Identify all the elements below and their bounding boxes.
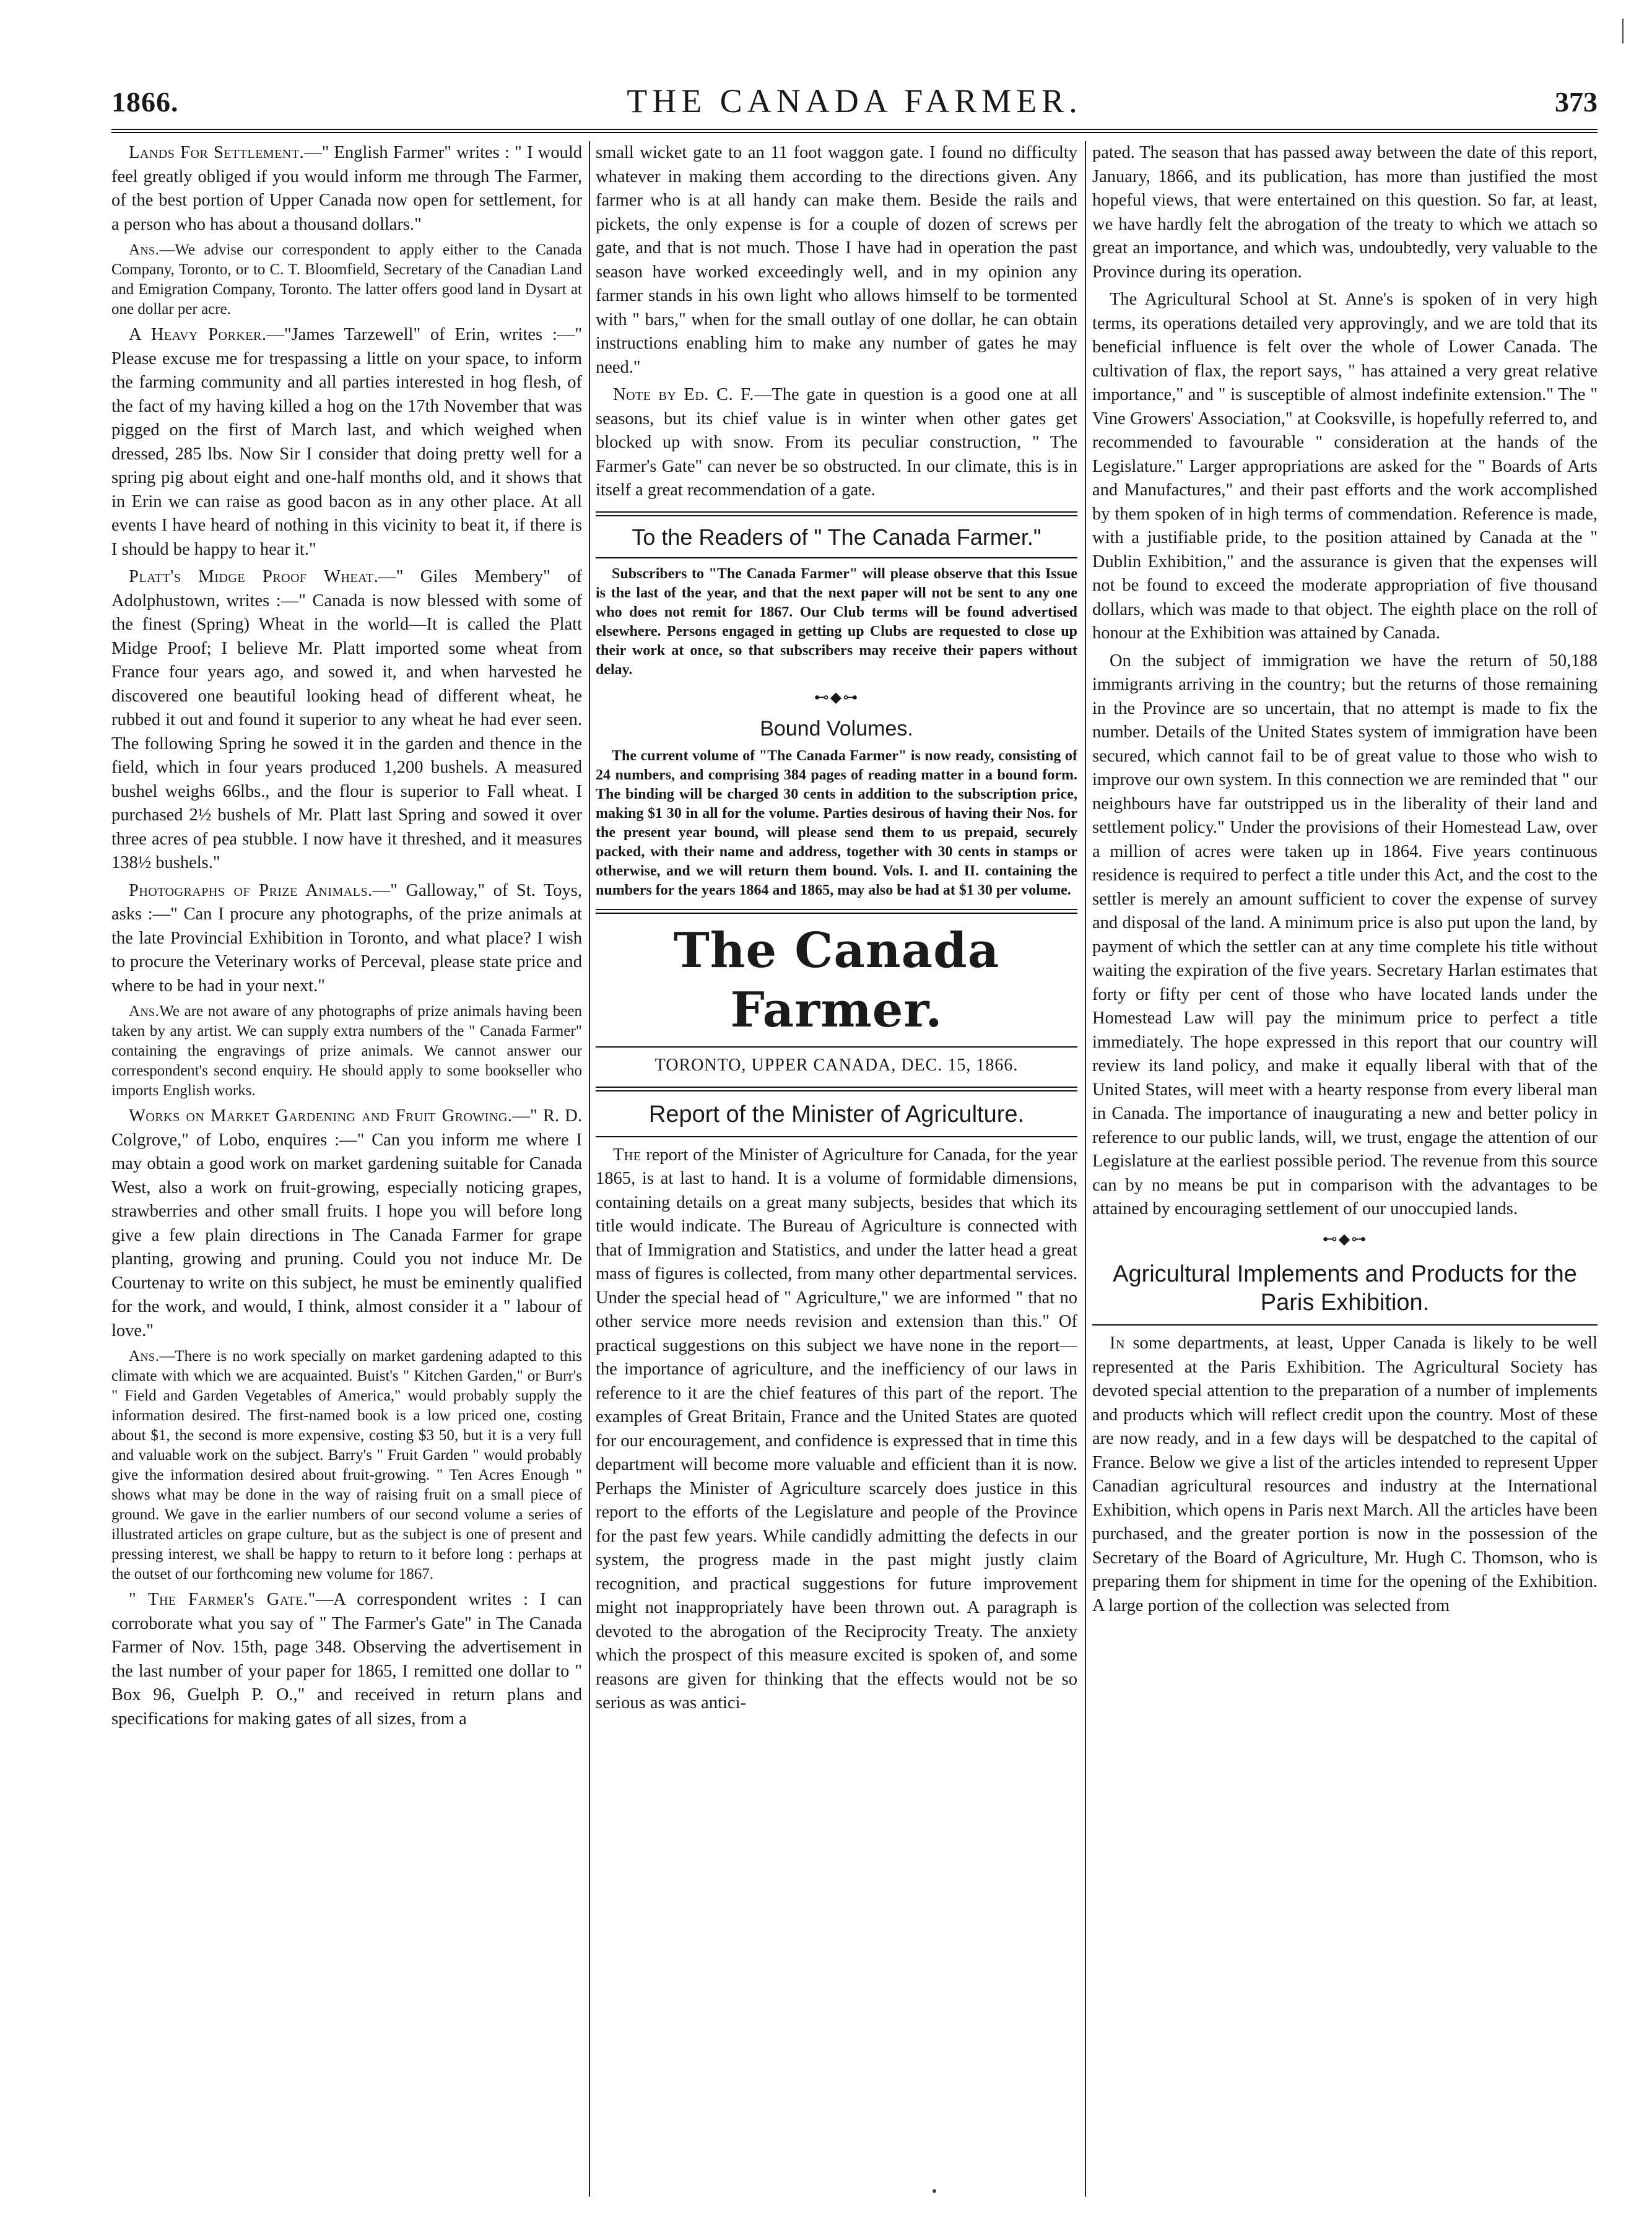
report-paragraph: The Agricultural School at St. Anne's is spoken of in very high terms, its operations detailed very approvingly, and we are told that its beneficial influence is felt over the whole of Lower Canada. The cultivation of flax, the report says, " has attained a very great relative importance," and " is susceptible of almost indefinite extension." The " Vine Growers' Association," at Cooksville, is hopefully referred to, and recommended to favourable " consideration at the hands of the Legislature." Larger appropriations are asked for the " Boards of Arts and Manufactures," and their past efforts and the work accomplished by them spoken of in high terms of commendation. Reference is made, with a justifiable pride, to the position attained by Canada at the " Dublin Exhibition," and the assurance is given that the expenses will not be found to exceed the moderate appropriation of five thousand dollars, which was made to that object. The eighth place on the roll of honour at the Exhibition was attained by Canada. — [1092, 290, 1598, 643]
item-text: —There is no work specially on market gardening adapted to this climate with which we are acquainted. Buist's " Kitchen Garden," or Burr's " Field and Garden Vegetables of America," would probably supply the information desired. The first-named book is a low priced one, costing about $1, the second is more expensive, costing $3 50, but it is a very full and valuable work on the subject. Barry's " Fruit Garden " would probably give the information desired about fruit-growing. " Ten Acres Enough " shows what may be done in the way of raising fruit on a small piece of ground. We gave in the earlier numbers of our second volume a series of illustrated articles on grape culture, but as the subject is one of present and pressing interest, we shall be happy to return to it before long : perhaps at the outset of our forthcoming new volume for 1867. — [111, 1348, 582, 1582]
item-text: —" English Farmer" writes : " I would feel greatly obliged if you would inform me through The Farmer, of the best portion of Upper Canada now open for settlement, for a person who has about a thousand dollars." — [111, 143, 582, 234]
bound-volumes-text: The current volume of "The Canada Farmer" is now ready, consisting of 24 numbers, and comprising 384 pages of reading matter in a bound form. The binding will be charged 30 cents in addition to the subscription price, making $1 30 in all for the volume. Parties desirous of having their Nos. for the present year bound, will please send them to us prepaid, securely packed, with their name and address, together with 30 cents in stamps or otherwise, and we will return them bound. Vols. I. and II. containing the numbers for the years 1864 and 1865, may also be had at $1 30 per volume. — [596, 748, 1077, 898]
column-report-continued — [1092, 141, 1598, 2197]
paris-lead: In — [1110, 1334, 1125, 1353]
item-text: —" Giles Membery" of Adolphustown, writes :—" Canada is now blessed with some of the finest (Spring) Wheat in the world—It is called the Platt Midge Proof; I believe Mr. Platt imported some wheat from France four years ago, and sowed it, and when harvested he discovered one beautiful looking head of different wheat, he rubbed it out and found it superior to any wheat he had ever seen. The following Spring he sowed it in the garden and thence in the field, which in four years produced 1,200 bushels. A measured bushel weighs 66lbs., and the flour is superior to Fall wheat. I purchased 2½ bushels of Mr. Platt last Spring and sowed it over three acres of pea stubble. I now have it threshed, and it measures 138½ bushels." — [111, 567, 582, 872]
item-lead: Platt's Midge Proof Wheat. — [129, 567, 379, 586]
item-lead: " The Farmer's Gate." — [129, 1590, 316, 1609]
report-body: report of the Minister of Agriculture for Canada, for the year 1865, is at last to hand. It is a volume of formidable dimensions, containing details on a great many subjects, besides that which its title would indicate. The Bureau of Agriculture is connected with that of Immigration and Statistics, and under the latter head a great mass of figures is collected, from many other departmental services. Under the special head of " Agriculture," we are informed " that no other service more needs revision and extension than this." Of practical suggestions on this subject we have none in the report—the importance of agriculture, and the inefficiency of our laws in reference to it are the chief features of this part of the report. The examples of Great Britain, France and the United States are quoted for our encouragement, and confidence is expressed that in time this department will become more valuable and efficient than it is now. Perhaps the Minister of Agriculture scarcely does justice in this report to the efforts of the Legislature and people of the Province for the past few years. While candidly admitting the defects in our system, the progress made in the past might justly claim recognition, and practical suggestions for future improvement might not inappropriately have been thrown out. A paragraph is devoted to the abrogation of the Reciprocity Treaty. The anxiety which the prospect of this measure excited is spoken of, and some reasons are given for thinking that the effects would not be so serious as was antici- — [596, 1145, 1077, 1712]
item-text: We are not aware of any photographs of prize animals having been taken by any artist. We can supply extra numbers of the " Canada Farmer" containing the engravings of prize animals. We cannot answer our correspondent's second enquiry. He should apply to some bookseller who imports English works. — [111, 1003, 582, 1099]
correspondence-item — [111, 1104, 582, 1343]
masthead-title: The Canada Farmer. — [673, 922, 1000, 1038]
item-lead: Photographs of Prize Animals. — [129, 880, 373, 900]
report-rule — [596, 1136, 1077, 1137]
masthead-rule-top — [596, 909, 1077, 914]
page-number: 373 — [1555, 86, 1598, 118]
item-text: —"James Tarzewell" of Erin, writes :—" Please excuse me for trespassing a little on your space, to inform the farming community and all parties interested in hog flesh, of the fact of my having killed a hog on the 17th November that was pigged on the first of March last, and which weighed when dressed, 285 lbs. Now Sir I consider that doing pretty well for a spring pig about eight and one-half months old, and it shows that in Erin we can raise as good bacon as in any other place. At all events I have heard of nothing in this vicinity to beat it, if there is I should be happy to hear it." — [111, 325, 582, 559]
paris-exhibition-heading: Agricultural Implements and Products for the Paris Exhibition. — [1113, 1261, 1577, 1316]
paris-rule — [1092, 1324, 1598, 1326]
report-text — [596, 1144, 1077, 1716]
paris-body: some departments, at least, Upper Canada is likely to be well represented at the Paris Exhibition. The Agricultural Society has devoted special attention to the preparation of a number of implements and products which will reflect credit upon the country. Most of these are now ready, and in a few days will be despatched to the capital of France. Below we give a list of the articles intended to represent Upper Canadian agricultural resources and industry at the International Exhibition, which opens in Paris next March. All the articles have been purchased, and the greater portion is now in the possession of the Secretary of the Board of Agriculture, Mr. Hugh C. Thomson, who is preparing them for shipment in time for the opening of the Exhibition. A large portion of the collection was selected from — [1092, 1334, 1598, 1615]
notice-text: Subscribers to "The Canada Farmer" will please observe that this Issue is the last of the year, and that the next paper will not be sent to any one who does not remit for 1867. Our Club terms will be found advertised elsewhere. Persons engaged in getting up Clubs are requested to close up their work at once, so that subscribers may receive their papers without delay. — [596, 565, 1077, 678]
item-lead: A Heavy Porker. — [129, 325, 267, 344]
item-lead: Lands For Settlement. — [129, 143, 305, 162]
margin-mark — [1622, 19, 1627, 43]
header-rule — [111, 129, 1598, 133]
continued-text: small wicket gate to an 11 foot waggon gate. I found no difficulty whatever in making them according to the directions given. Any farmer who is at all handy can make them. Beside the rails and pickets, the only expense is for a couple of dozen of screws per gate, and that is not much. Those I have had in operation the past season have worked exceedingly well, and in my opinion any farmer stands in his own light who allows himself to be tormented with " bars," when for the small outlay of one dollar, he can obtain instructions enabling him to make any number of gates he may need." — [596, 143, 1077, 377]
masthead-rule — [596, 1046, 1077, 1048]
page-header — [111, 82, 1598, 131]
report-paragraph: pated. The season that has passed away between the date of this report, January, 1866, and its publication, has more than justified the most hopeful views, that were entertained on this question. So far, at least, we have hardly felt the abrogation of the treaty to which we attach so great an importance, and which was, undoubtedly, very valuable to the Province during its operation. — [1092, 143, 1598, 282]
answer-item — [111, 240, 582, 319]
masthead-rule-bottom — [596, 1087, 1077, 1091]
item-text: —" Galloway," of St. Toys, asks :—" Can I procure any photographs, of the prize animals at the late Provincial Exhibition in Toronto, and what place? I wish to procure the Veterinary works of Perceval, please state price and where to be had in your next." — [111, 880, 582, 996]
page-year: 1866. — [111, 86, 179, 118]
report-heading: Report of the Minister of Agriculture. — [648, 1101, 1025, 1127]
notice-heading: To the Readers of " The Canada Farmer." — [632, 524, 1041, 550]
answer-item — [111, 1347, 582, 1584]
item-text: —A correspondent writes : I can corroborate what you say of " The Farmer's Gate" in The Canada Farmer of Nov. 15th, page 348. Observing the advertisement in the last number of your paper for 1865, I remitted one dollar to " Box 96, Guelph P. O.," and received in return plans and specifications for making gates of all sizes, from a — [111, 1590, 582, 1729]
editor-note — [596, 383, 1077, 503]
column-correspondence — [111, 141, 582, 2197]
item-lead: Ans. — [129, 241, 160, 258]
notice-rule — [596, 557, 1077, 558]
report-lead: The — [613, 1145, 641, 1165]
answer-item — [111, 1002, 582, 1101]
note-lead: Note by Ed. C. F. — [613, 385, 754, 404]
item-text: —We advise our correspondent to apply either to the Canada Company, Toronto, or to C. T. Bloomfield, Secretary of the Canadian Land and Emigration Company, Toronto. The latter offers good land in Dysart at one dollar per acre. — [111, 241, 582, 318]
report-paragraph: On the subject of immigration we have the return of 50,188 immigrants arriving in the country; but the returns of those remaining in the Province are so uncertain, that no attempt is made to fix the number. Details of the United States system of immigration have been secured, which cannot fail to be of great value to those who wish to improve our own system. In this connection we are reminded that " our neighbours have far outstripped us in the liberality of their land and settlement policy." Under the provisions of their Homestead Law, over a million of acres were taken up in 1864. Five years continuous residence is required to perfect a title under this Act, and the cost to the settler is merely an amount sufficient to cover the expense of survey and disposal of the land. A minimum price is also put upon the land, by payment of which the settler can at any time complete his title without waiting the expiration of the five years. Secretary Harlan estimates that forty or fifty per cent of those who have located lands under the Homestead Law will pay the minimum price to perfect a title immediately. The hope expressed in this report that our country will review its land policy, and make it equally liberal with that of the United States, will meet with a hearty response from every liberal man in Canada. The importance of inaugurating a new and better policy in reference to our public lands, will, we trust, engage the attention of our Legislature at the earliest possible period. The revenue from this source can by no means be put in comparison with the advantages to be attained by encouraging settlement of our unoccupied lands. — [1092, 651, 1598, 1218]
note-text: —The gate in question is a good one at all seasons, but its chief value is in winter when other gates get blocked up with snow. From its peculiar construction, " The Farmer's Gate" can never be so obstructed. In our climate, this is in itself a great recommendation of a gate. — [596, 385, 1077, 500]
item-lead: Ans. — [129, 1003, 160, 1020]
ornament-divider: ⊷◆⊶ — [814, 689, 859, 706]
item-lead: Ans. — [129, 1348, 160, 1365]
column-editorial — [596, 141, 1077, 2197]
item-lead: Works on Market Gardening and Fruit Growing. — [129, 1106, 513, 1126]
item-text: —" R. D. Colgrove," of Lobo, enquires :—" Can you inform me where I may obtain a good work on market gardening suitable for Canada West, also a work on fruit-growing, especially noticing grapes, strawberries and other small fruits. I hope you will before long give a few plain directions in The Canada Farmer for grape planting, growing and pruning. Could you not induce Mr. De Courtenay to write on this subject, he must be eminently qualified for the work, and would, I think, almost consider it a " labour of love." — [111, 1106, 582, 1340]
footer-mark — [933, 2189, 936, 2193]
correspondence-item — [111, 879, 582, 999]
section-rule — [596, 511, 1077, 516]
column-rule-2 — [1085, 141, 1086, 2197]
dateline: TORONTO, UPPER CANADA, DEC. 15, 1866. — [654, 1056, 1019, 1075]
correspondence-item — [111, 323, 582, 562]
correspondence-item — [111, 141, 582, 237]
correspondence-item — [111, 1588, 582, 1731]
correspondence-item — [111, 565, 582, 875]
newspaper-title: THE CANADA FARMER. — [627, 82, 1082, 119]
bound-volumes-heading: Bound Volumes. — [760, 717, 913, 740]
paris-text — [1092, 1332, 1598, 1618]
ornament-divider: ⊷◆⊶ — [1322, 1231, 1368, 1248]
column-rule-1 — [589, 141, 590, 2197]
